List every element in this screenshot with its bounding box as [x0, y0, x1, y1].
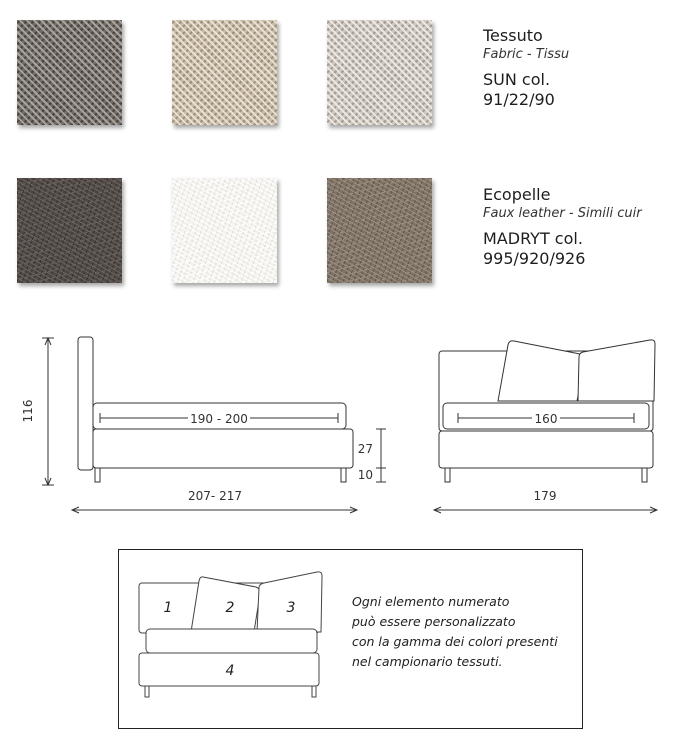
fabric-code-line1: SUN col.: [483, 70, 551, 89]
legend-line-2: può essere personalizzato: [352, 614, 516, 629]
fabric-swatch-sand: [172, 20, 277, 125]
technical-drawings: [0, 320, 700, 530]
dim-mattress-length-label: 190 - 200: [190, 412, 248, 426]
fabric-title: Tessuto: [483, 26, 543, 45]
fabric-info: [483, 26, 693, 110]
legend-line-4: nel campionario tessuti.: [352, 654, 503, 669]
ecopelle-title: Ecopelle: [483, 185, 551, 204]
dim-base-height-label: 27: [357, 442, 373, 456]
legend-line-3: con la gamma dei colori presenti: [352, 634, 558, 649]
dim-leg-height-label: 10: [357, 468, 373, 482]
fabric-swatch-light-grey: [327, 20, 432, 125]
legend-line-1: Ogni elemento numerato: [352, 594, 510, 609]
ecopelle-subtitle: Faux leather - Simili cuir: [483, 206, 642, 221]
dim-total-length-label: 207- 217: [188, 489, 242, 503]
dim-mattress-width-label: 160: [534, 412, 558, 426]
numbered-bed-drawing: [119, 550, 339, 728]
fabric-swatch-dark-grey: [17, 20, 122, 125]
customization-legend: [118, 549, 583, 729]
ecopelle-swatch-white: [172, 178, 277, 283]
ecopelle-info: [483, 185, 693, 269]
ecopelle-swatch-taupe: [327, 178, 432, 283]
dim-height-label: 116: [21, 399, 35, 423]
front-view-drawing: [434, 340, 657, 513]
legend-description: [352, 592, 577, 672]
dim-total-width-label: 179: [533, 489, 557, 503]
ecopelle-swatch-dark-brown: [17, 178, 122, 283]
legend-number-1: 1: [163, 600, 173, 616]
legend-number-4: 4: [225, 663, 235, 679]
fabric-subtitle: Fabric - Tissu: [483, 47, 570, 62]
ecopelle-code-line2: 995/920/926: [483, 249, 586, 268]
legend-number-2: 2: [225, 600, 235, 616]
ecopelle-code-line1: MADRYT col.: [483, 229, 583, 248]
fabric-code-line2: 91/22/90: [483, 90, 555, 109]
legend-number-3: 3: [286, 600, 296, 616]
